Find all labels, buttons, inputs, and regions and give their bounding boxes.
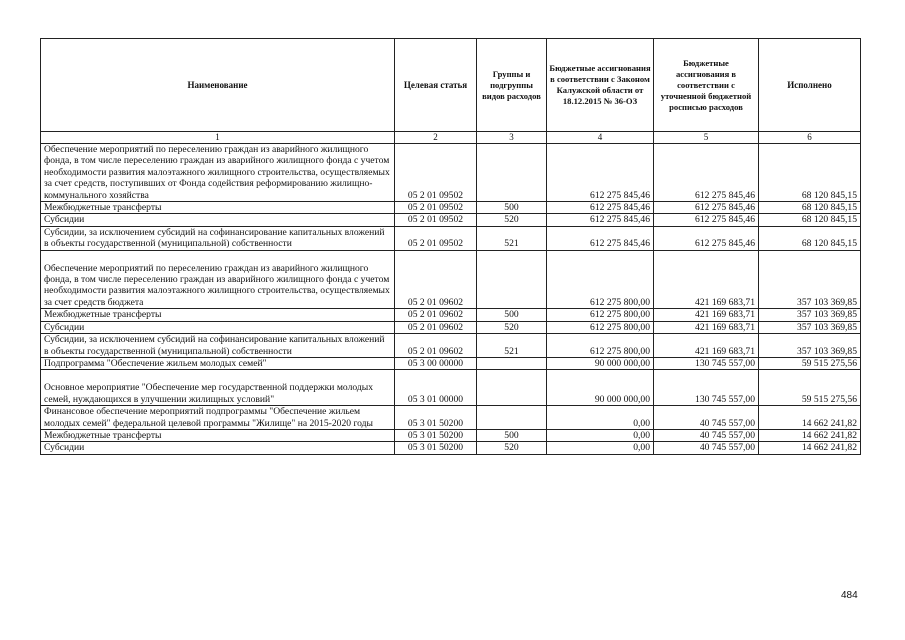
row-executed-amount: 68 120 845,15	[759, 214, 861, 226]
row-refined-amount: 612 275 845,46	[654, 202, 759, 214]
row-group: 521	[477, 334, 547, 358]
row-target-code: 05 2 01 09602	[395, 321, 477, 333]
row-target-code: 05 2 01 09502	[395, 202, 477, 214]
row-target-code: 05 3 01 50200	[395, 442, 477, 454]
row-name: Субсидии, за исключением субсидий на софинансирование капитальных вложений в объекты государственной (муниципальной) собственности	[41, 334, 395, 358]
row-target-code: 05 3 01 00000	[395, 370, 477, 406]
row-target-code: 05 3 00 00000	[395, 357, 477, 369]
row-target-code: 05 2 01 09502	[395, 144, 477, 202]
row-executed-amount: 14 662 241,82	[759, 429, 861, 441]
row-group	[477, 144, 547, 202]
row-group: 500	[477, 429, 547, 441]
row-law-amount: 0,00	[547, 429, 654, 441]
row-group: 500	[477, 309, 547, 321]
row-group	[477, 357, 547, 369]
row-group: 520	[477, 214, 547, 226]
col-number-4: 4	[547, 132, 654, 144]
row-refined-amount: 421 169 683,71	[654, 334, 759, 358]
row-refined-amount: 130 745 557,00	[654, 370, 759, 406]
row-name: Подпрограмма "Обеспечение жильем молодых семей"	[41, 357, 395, 369]
row-group: 521	[477, 226, 547, 250]
row-target-code: 05 3 01 50200	[395, 429, 477, 441]
table-row	[41, 214, 861, 226]
row-target-code: 05 3 01 50200	[395, 406, 477, 430]
row-refined-amount: 421 169 683,71	[654, 309, 759, 321]
row-law-amount: 90 000 000,00	[547, 370, 654, 406]
row-group	[477, 406, 547, 430]
table-row	[41, 370, 861, 406]
row-name: Субсидии	[41, 321, 395, 333]
row-executed-amount: 68 120 845,15	[759, 144, 861, 202]
header-name: Наименование	[41, 39, 395, 132]
table-row	[41, 334, 861, 358]
table-row	[41, 406, 861, 430]
row-law-amount: 90 000 000,00	[547, 357, 654, 369]
row-law-amount: 612 275 845,46	[547, 226, 654, 250]
row-name: Межбюджетные трансферты	[41, 429, 395, 441]
row-name: Основное мероприятие "Обеспечение мер государственной поддержки молодых семей, нуждающихся в улучшении жилищных условий"	[41, 370, 395, 406]
row-group: 520	[477, 442, 547, 454]
table-row	[41, 144, 861, 202]
header-executed: Исполнено	[759, 39, 861, 132]
table-row	[41, 250, 861, 309]
table-row	[41, 429, 861, 441]
row-group: 520	[477, 321, 547, 333]
row-target-code: 05 2 01 09602	[395, 250, 477, 309]
table-row	[41, 309, 861, 321]
row-refined-amount: 40 745 557,00	[654, 442, 759, 454]
row-executed-amount: 68 120 845,15	[759, 202, 861, 214]
row-name: Субсидии	[41, 442, 395, 454]
row-law-amount: 612 275 800,00	[547, 250, 654, 309]
row-name: Межбюджетные трансферты	[41, 309, 395, 321]
row-executed-amount: 59 515 275,56	[759, 370, 861, 406]
col-number-6: 6	[759, 132, 861, 144]
row-refined-amount: 421 169 683,71	[654, 321, 759, 333]
row-refined-amount: 612 275 845,46	[654, 214, 759, 226]
header-row	[41, 39, 861, 132]
col-number-1: 1	[41, 132, 395, 144]
row-executed-amount: 357 103 369,85	[759, 321, 861, 333]
row-law-amount: 612 275 845,46	[547, 214, 654, 226]
page-number: 484	[841, 590, 858, 601]
table-row	[41, 202, 861, 214]
row-target-code: 05 2 01 09502	[395, 226, 477, 250]
row-law-amount: 612 275 845,46	[547, 144, 654, 202]
row-law-amount: 612 275 800,00	[547, 309, 654, 321]
row-target-code: 05 2 01 09502	[395, 214, 477, 226]
row-name: Обеспечение мероприятий по переселению граждан из аварийного жилищного фонда, в том числе переселению граждан из аварийного жилищного фонда с учетом необходимости развития малоэтажного жилищного строительства, осуществляемых за счет средств, поступивших от Фонда содействия реформированию жилищно-коммунального хозяйства	[41, 144, 395, 202]
col-number-3: 3	[477, 132, 547, 144]
row-name: Финансовое обеспечение мероприятий подпрограммы "Обеспечение жильем молодых семей" федеральной целевой программы "Жилище" на 2015-2020 годы	[41, 406, 395, 430]
row-executed-amount: 68 120 845,15	[759, 226, 861, 250]
header-law: Бюджетные ассигнования в соответствии с Законом Калужской области от 18.12.2015 № 36-ОЗ	[547, 39, 654, 132]
row-refined-amount: 40 745 557,00	[654, 429, 759, 441]
row-target-code: 05 2 01 09602	[395, 309, 477, 321]
row-group	[477, 250, 547, 309]
row-executed-amount: 59 515 275,56	[759, 357, 861, 369]
row-executed-amount: 14 662 241,82	[759, 406, 861, 430]
table-row	[41, 321, 861, 333]
row-group	[477, 370, 547, 406]
header-refined: Бюджетные ассигнования в соответствии с уточненной бюджетной росписью расходов	[654, 39, 759, 132]
row-name: Субсидии	[41, 214, 395, 226]
header-groups: Группы и подгруппы видов расходов	[477, 39, 547, 132]
row-refined-amount: 612 275 845,46	[654, 226, 759, 250]
row-refined-amount: 40 745 557,00	[654, 406, 759, 430]
row-refined-amount: 130 745 557,00	[654, 357, 759, 369]
table-row	[41, 442, 861, 454]
row-law-amount: 0,00	[547, 442, 654, 454]
row-refined-amount: 612 275 845,46	[654, 144, 759, 202]
col-number-2: 2	[395, 132, 477, 144]
row-law-amount: 612 275 845,46	[547, 202, 654, 214]
row-name: Межбюджетные трансферты	[41, 202, 395, 214]
row-executed-amount: 357 103 369,85	[759, 334, 861, 358]
col-number-5: 5	[654, 132, 759, 144]
row-name: Обеспечение мероприятий по переселению граждан из аварийного жилищного фонда, в том числе переселению граждан из аварийного жилищного фонда с учетом необходимости развития малоэтажного жилищного строительства, осуществляемых за счет средств бюджета	[41, 250, 395, 309]
row-group: 500	[477, 202, 547, 214]
table-row	[41, 357, 861, 369]
row-executed-amount: 357 103 369,85	[759, 309, 861, 321]
row-target-code: 05 2 01 09602	[395, 334, 477, 358]
table-row	[41, 226, 861, 250]
header-target: Целевая статья	[395, 39, 477, 132]
row-law-amount: 612 275 800,00	[547, 334, 654, 358]
row-executed-amount: 14 662 241,82	[759, 442, 861, 454]
row-name: Субсидии, за исключением субсидий на софинансирование капитальных вложений в объекты государственной (муниципальной) собственности	[41, 226, 395, 250]
budget-table	[40, 38, 861, 455]
column-number-row	[41, 132, 861, 144]
row-refined-amount: 421 169 683,71	[654, 250, 759, 309]
row-law-amount: 612 275 800,00	[547, 321, 654, 333]
row-executed-amount: 357 103 369,85	[759, 250, 861, 309]
row-law-amount: 0,00	[547, 406, 654, 430]
